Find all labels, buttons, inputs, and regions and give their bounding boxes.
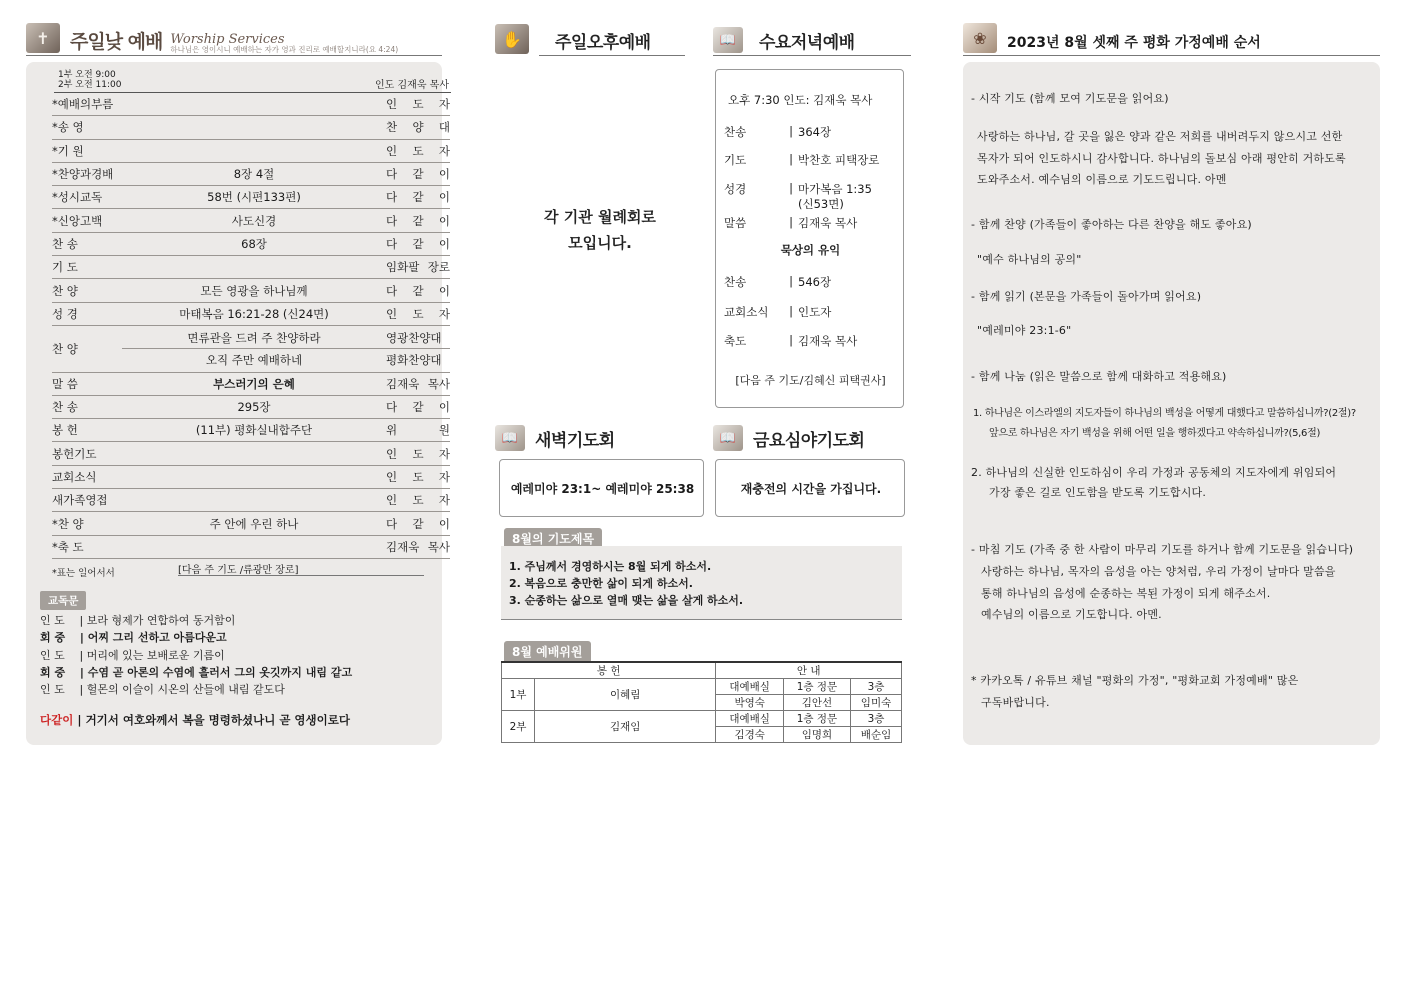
- order-item: 교회소식: [52, 469, 97, 484]
- order-content: 모든 영광을 하나님께: [200, 283, 308, 298]
- order-leader: 찬 양 대: [386, 120, 450, 135]
- service-times-row: [54, 68, 451, 93]
- order-item: *찬 양: [52, 516, 84, 531]
- order-leader: 위 원: [386, 423, 450, 438]
- committee-part-2: 2부: [502, 711, 535, 743]
- wednesday-row: 축도 | 김재욱 목사: [724, 333, 858, 348]
- order-content: (11부) 평화실내합주단: [195, 423, 313, 438]
- sunday-afternoon-header: [495, 26, 685, 56]
- family-worship-line: 사랑하는 하나님, 목자의 음성을 아는 양처럼, 우리 가정이 날마다 말씀을: [981, 565, 1336, 578]
- creed-speaker: 인 도: [40, 648, 65, 662]
- order-content: 오직 주만 예배하네: [205, 353, 303, 368]
- order-row: [52, 279, 450, 302]
- family-worship-line: 가장 좋은 길로 인도함을 받도록 기도합시다.: [989, 486, 1207, 499]
- order-leader: 인 도 자: [386, 446, 450, 461]
- wednesday-row: 교회소식 | 인도자: [724, 304, 832, 319]
- creed-line: 인 도 | 보라 형제가 연합하여 동거함이: [40, 614, 236, 627]
- sunday-worship-title: 주일낮 예배: [70, 31, 163, 53]
- wednesday-row: 찬송 | 364장: [724, 124, 832, 139]
- creed-text: 보라 형제가 연합하여 동거함이: [86, 614, 236, 627]
- order-row: [52, 303, 450, 326]
- wednesday-box: [715, 69, 904, 408]
- service-leader: 인도 김재욱 목사: [375, 80, 449, 91]
- praying-hands-icon: ✋: [495, 24, 529, 54]
- family-worship-line: 목자가 되어 인도하시니 감사합니다. 하나님의 돌보심 아래 평안히 거하도록: [977, 152, 1346, 165]
- order-item: 새가족영접: [52, 493, 108, 508]
- wednesday-row-key: 말씀: [724, 216, 747, 230]
- committee-part-1: 1부: [502, 679, 535, 711]
- committee-header-usher: 안 내: [716, 662, 902, 679]
- prayer-topic: 1. 주님께서 경영하시는 8월 되게 하소서.: [509, 560, 712, 573]
- sunday-afternoon-line-1: 각 기관 월례회로: [544, 208, 656, 226]
- order-row: [52, 256, 450, 279]
- service-time-2: 2부 오전 11:00: [58, 80, 122, 90]
- creed-line: 회 중 | 어찌 그리 선하고 아름다운고: [40, 631, 227, 645]
- wednesday-title: 수요저녁예배: [759, 33, 855, 53]
- wednesday-row-key: 축도: [724, 334, 747, 348]
- family-worship-line: "예레미야 23:1-6": [977, 324, 1072, 337]
- order-row: [52, 210, 450, 233]
- wednesday-row: 성경 | 마가복음 1:35: [724, 181, 872, 196]
- order-item: 찬 송: [52, 400, 78, 415]
- wednesday-row: 말씀 | 김재욱 목사: [724, 215, 858, 230]
- wednesday-next-week: [다음 주 기도/김혜신 피택권사]: [735, 374, 886, 387]
- order-leader: 인 도 자: [386, 493, 450, 508]
- creed-speaker: 인 도: [40, 683, 65, 697]
- next-week-prayer: [다음 주 기도 /류광만 장로]: [178, 565, 299, 576]
- order-leader: 다 같 이: [386, 213, 450, 228]
- family-worship-title: 2023년 8월 셋째 주 평화 가정예배 순서: [1007, 35, 1261, 51]
- wednesday-sermon-title: 묵상의 유익: [780, 243, 841, 257]
- wednesday-header: [713, 26, 911, 56]
- order-leader: 다 같 이: [386, 516, 450, 531]
- order-row: [52, 93, 450, 116]
- order-item: *찬양과경배: [52, 167, 114, 182]
- order-content: 면류관을 드려 주 찬양하라: [187, 330, 321, 345]
- order-item: *예배의부름: [52, 97, 114, 112]
- dawn-prayer-text: 예레미야 23:1~ 예레미야 25:38: [510, 482, 695, 496]
- order-row: [52, 443, 450, 466]
- creed-line: 회 중 | 수염 곧 아론의 수염에 흘러서 그의 옷깃까지 내림 같고: [40, 665, 353, 679]
- order-row: [52, 419, 450, 442]
- order-item: 봉헌기도: [52, 446, 97, 461]
- committee-table: [501, 661, 902, 743]
- order-leader: 김재욱 목사: [386, 376, 450, 391]
- family-worship-line: 앞으로 하나님은 자기 백성을 위해 어떤 일을 행하겠다고 약속하십니까?(5,6절): [989, 428, 1321, 439]
- order-row: [52, 163, 450, 186]
- order-row: [52, 489, 450, 512]
- wednesday-row-key: 기도: [724, 153, 747, 167]
- order-leader: 다 같 이: [386, 190, 450, 205]
- family-worship-line: * 카카오톡 / 유튜브 채널 "평화의 가정", "평화교회 가정예배" 많은: [971, 674, 1299, 687]
- dawn-prayer-box: [499, 459, 704, 517]
- friday-prayer-box: [715, 459, 905, 517]
- committee-cell: 김경숙: [716, 727, 783, 743]
- order-row: [52, 396, 450, 419]
- order-content: 295장: [237, 400, 271, 415]
- dawn-prayer-title: 새벽기도회: [535, 431, 615, 451]
- wednesday-row-value: 김재욱 목사: [798, 334, 858, 348]
- wednesday-row: 기도 | 박찬호 피택장로: [724, 152, 880, 167]
- order-content: 68장: [241, 236, 267, 251]
- family-worship-header: [963, 26, 1380, 56]
- prayer-topic: 2. 복음으로 충만한 삶이 되게 하소서.: [509, 577, 693, 590]
- wednesday-row-key: 찬송: [724, 275, 747, 289]
- order-row: [52, 373, 450, 396]
- order-leader: 김재욱 목사: [386, 539, 450, 554]
- family-worship-line: "예수 하나님의 공의": [977, 253, 1082, 266]
- order-content: 마태복음 16:21-28 (신24면): [179, 306, 329, 321]
- order-row: [52, 466, 450, 489]
- sunday-worship-title-en: Worship Services: [170, 31, 285, 47]
- order-item: 찬 양: [52, 283, 78, 298]
- bible-icon: 📖: [495, 425, 525, 451]
- creed-speaker: 인 도: [40, 614, 65, 627]
- creed-speaker: 회 중: [40, 665, 66, 679]
- wednesday-row-value: 인도자: [798, 305, 832, 319]
- order-content: 8장 4절: [233, 167, 275, 182]
- family-worship-line: 도와주소서. 예수님의 이름으로 기도드립니다. 아멘: [977, 173, 1227, 186]
- creed-tag: 교독문: [40, 591, 86, 610]
- order-leader: 다 같 이: [386, 167, 450, 182]
- order-row: [52, 536, 450, 559]
- order-leader: 다 같 이: [386, 283, 450, 298]
- family-worship-line: 구독바랍니다.: [981, 696, 1050, 709]
- family-worship-line: 예수님의 이름으로 기도합니다. 아멘.: [981, 608, 1162, 621]
- order-content: 부스러기의 은혜: [213, 376, 295, 391]
- order-item: 찬 양: [52, 341, 78, 356]
- committee-cell: 1층 정문: [783, 679, 850, 695]
- committee-cell: 3층: [851, 711, 902, 727]
- sunday-order-panel: [26, 62, 450, 745]
- family-worship-line: 2. 하나님의 신실한 인도하심이 우리 가정과 공동체의 지도자에게 위임되어: [971, 466, 1337, 479]
- committee-header-offering: 봉 헌: [502, 662, 716, 679]
- order-leader: 다 같 이: [386, 400, 450, 415]
- committee-cell: 배순임: [851, 727, 902, 743]
- order-leader: 인 도 자: [386, 306, 450, 321]
- order-row: [52, 326, 450, 356]
- wednesday-row-key: 교회소식: [724, 305, 769, 319]
- order-item: 봉 헌: [52, 423, 78, 438]
- family-worship-line: 사랑하는 하나님, 갈 곳을 잃은 양과 같은 저희를 내버려두지 않으시고 선한: [977, 130, 1343, 143]
- standing-note: *표는 일어서서: [52, 568, 115, 579]
- service-time-1: 1부 오전 9:00: [58, 70, 116, 80]
- wednesday-time: 오후 7:30 인도: 김재욱 목사: [728, 93, 873, 107]
- sunday-worship-header: [26, 26, 442, 56]
- order-leader: 인 도 자: [386, 97, 450, 112]
- order-row: [52, 186, 450, 209]
- wednesday-row-value: 김재욱 목사: [798, 216, 858, 230]
- order-row: [52, 116, 450, 139]
- family-worship-line: 통해 하나님의 음성에 순종하는 복된 가정이 되게 해주소서.: [981, 587, 1271, 600]
- order-leader: 임화팔 장로: [386, 260, 450, 275]
- creed-line: 인 도 | 머리에 있는 보배로운 기름이: [40, 648, 225, 662]
- order-item: *송 영: [52, 120, 84, 135]
- order-item: *축 도: [52, 539, 84, 554]
- order-leader: 영광찬양대: [386, 330, 442, 345]
- sunday-afternoon-title: 주일오후예배: [539, 28, 685, 56]
- friday-prayer-text: 재충전의 시간을 가집니다.: [740, 482, 882, 496]
- bible-icon: 📖: [713, 27, 743, 53]
- order-item: *신앙고백: [52, 213, 103, 228]
- family-worship-line: 1. 하나님은 이스라엘의 지도자들이 하나님의 백성을 어떻게 대했다고 말씀하십니까?(2절)?: [973, 408, 1356, 419]
- committee-cell: 박영숙: [716, 695, 783, 711]
- order-item: 찬 송: [52, 236, 78, 251]
- order-item: *성시교독: [52, 190, 103, 205]
- wednesday-row-value: 마가복음 1:35: [798, 182, 872, 196]
- creed-text: 헐몬의 이슬이 시온의 산들에 내림 같도다: [86, 683, 285, 697]
- prayer-topics-tag: 8월의 기도제목: [504, 528, 602, 550]
- family-worship-line: - 함께 찬양 (가족들이 좋아하는 다른 찬양을 해도 좋아요): [971, 218, 1252, 231]
- creed-text: 수염 곧 아론의 수염에 흘러서 그의 옷깃까지 내림 같고: [87, 665, 353, 679]
- order-item: 성 경: [52, 306, 78, 321]
- committee-offering-2: 김재임: [535, 711, 716, 743]
- order-row: [52, 140, 450, 163]
- cross-icon: ✝: [26, 23, 60, 53]
- order-leader: 평화찬양대: [386, 353, 442, 368]
- order-leader: 인 도 자: [386, 143, 450, 158]
- committee-cell: 1층 정문: [783, 711, 850, 727]
- order-item: 기 도: [52, 260, 78, 275]
- order-row: [52, 349, 450, 372]
- prayer-topic: 3. 순종하는 삶으로 열매 맺는 삶을 살게 하소서.: [509, 594, 744, 607]
- sunday-afternoon-line-2: 모입니다.: [568, 234, 632, 252]
- order-content: 사도신경: [231, 213, 277, 228]
- committee-cell: 대예배실: [716, 679, 783, 695]
- prayer-topics-box: [501, 546, 902, 620]
- family-worship-panel: [963, 62, 1380, 745]
- wednesday-row: 찬송 | 546장: [724, 274, 832, 289]
- wednesday-row-key: [724, 196, 784, 212]
- family-worship-line: - 시작 기도 (함께 모여 기도문을 읽어요): [971, 92, 1169, 105]
- order-item: 말 씀: [52, 376, 78, 391]
- order-content: 58번 (시편133편): [207, 190, 301, 205]
- order-leader: 다 같 이: [386, 236, 450, 251]
- creed-all-line: 다같이 | 거기서 여호와께서 복을 명령하셨나니 곧 영생이로다: [40, 713, 350, 727]
- committee-offering-1: 이혜림: [535, 679, 716, 711]
- friday-prayer-title: 금요심야기도회: [753, 431, 865, 451]
- order-row: [52, 512, 450, 535]
- wednesday-row-key: 찬송: [724, 125, 747, 139]
- order-leader: 인 도 자: [386, 469, 450, 484]
- flower-icon: ❀: [963, 23, 997, 53]
- order-content: 주 안에 우린 하나: [209, 516, 299, 531]
- wednesday-row-key: 성경: [724, 182, 747, 196]
- creed-all-text: 거기서 여호와께서 복을 명령하셨나니 곧 영생이로다: [85, 713, 350, 727]
- creed-text: 머리에 있는 보배로운 기름이: [86, 648, 225, 662]
- creed-all-label: 다같이: [40, 713, 74, 727]
- family-worship-line: - 마침 기도 (가족 중 한 사람이 마무리 기도를 하거나 함께 기도문을 읽습니다): [971, 543, 1354, 556]
- wednesday-row-value: 546장: [798, 275, 832, 289]
- committee-cell: 임명희: [783, 727, 850, 743]
- family-worship-line: - 함께 읽기 (본문을 가족들이 돌아가며 읽어요): [971, 290, 1202, 303]
- wednesday-row-value: 364장: [798, 125, 832, 139]
- order-item: *기 원: [52, 143, 84, 158]
- order-row: [52, 233, 450, 256]
- committee-cell: 3층: [851, 679, 902, 695]
- friday-prayer-header: [713, 423, 911, 453]
- committee-cell: 김안선: [783, 695, 850, 711]
- wednesday-row: [724, 196, 844, 212]
- committee-cell: 대예배실: [716, 711, 783, 727]
- sunday-worship-subtitle: 하나님은 영이시니 예배하는 자가 영과 진리로 예배할지니라(요 4:24): [170, 44, 399, 54]
- wednesday-row-value: (신53면): [798, 197, 844, 211]
- committee-cell: 임미숙: [851, 695, 902, 711]
- sunday-afternoon-text: [500, 204, 700, 256]
- creed-line: 인 도 | 헐몬의 이슬이 시온의 산들에 내림 같도다: [40, 683, 285, 697]
- committee-tag: 8월 예배위원: [504, 641, 591, 663]
- wednesday-row-value: 박찬호 피택장로: [798, 153, 880, 167]
- bible-icon: 📖: [713, 425, 743, 451]
- dawn-prayer-header: [495, 423, 705, 453]
- creed-text: 어찌 그리 선하고 아름다운고: [87, 631, 227, 645]
- family-worship-line: - 함께 나눔 (읽은 말씀으로 함께 대화하고 적용해요): [971, 370, 1227, 383]
- creed-speaker: 회 중: [40, 631, 66, 645]
